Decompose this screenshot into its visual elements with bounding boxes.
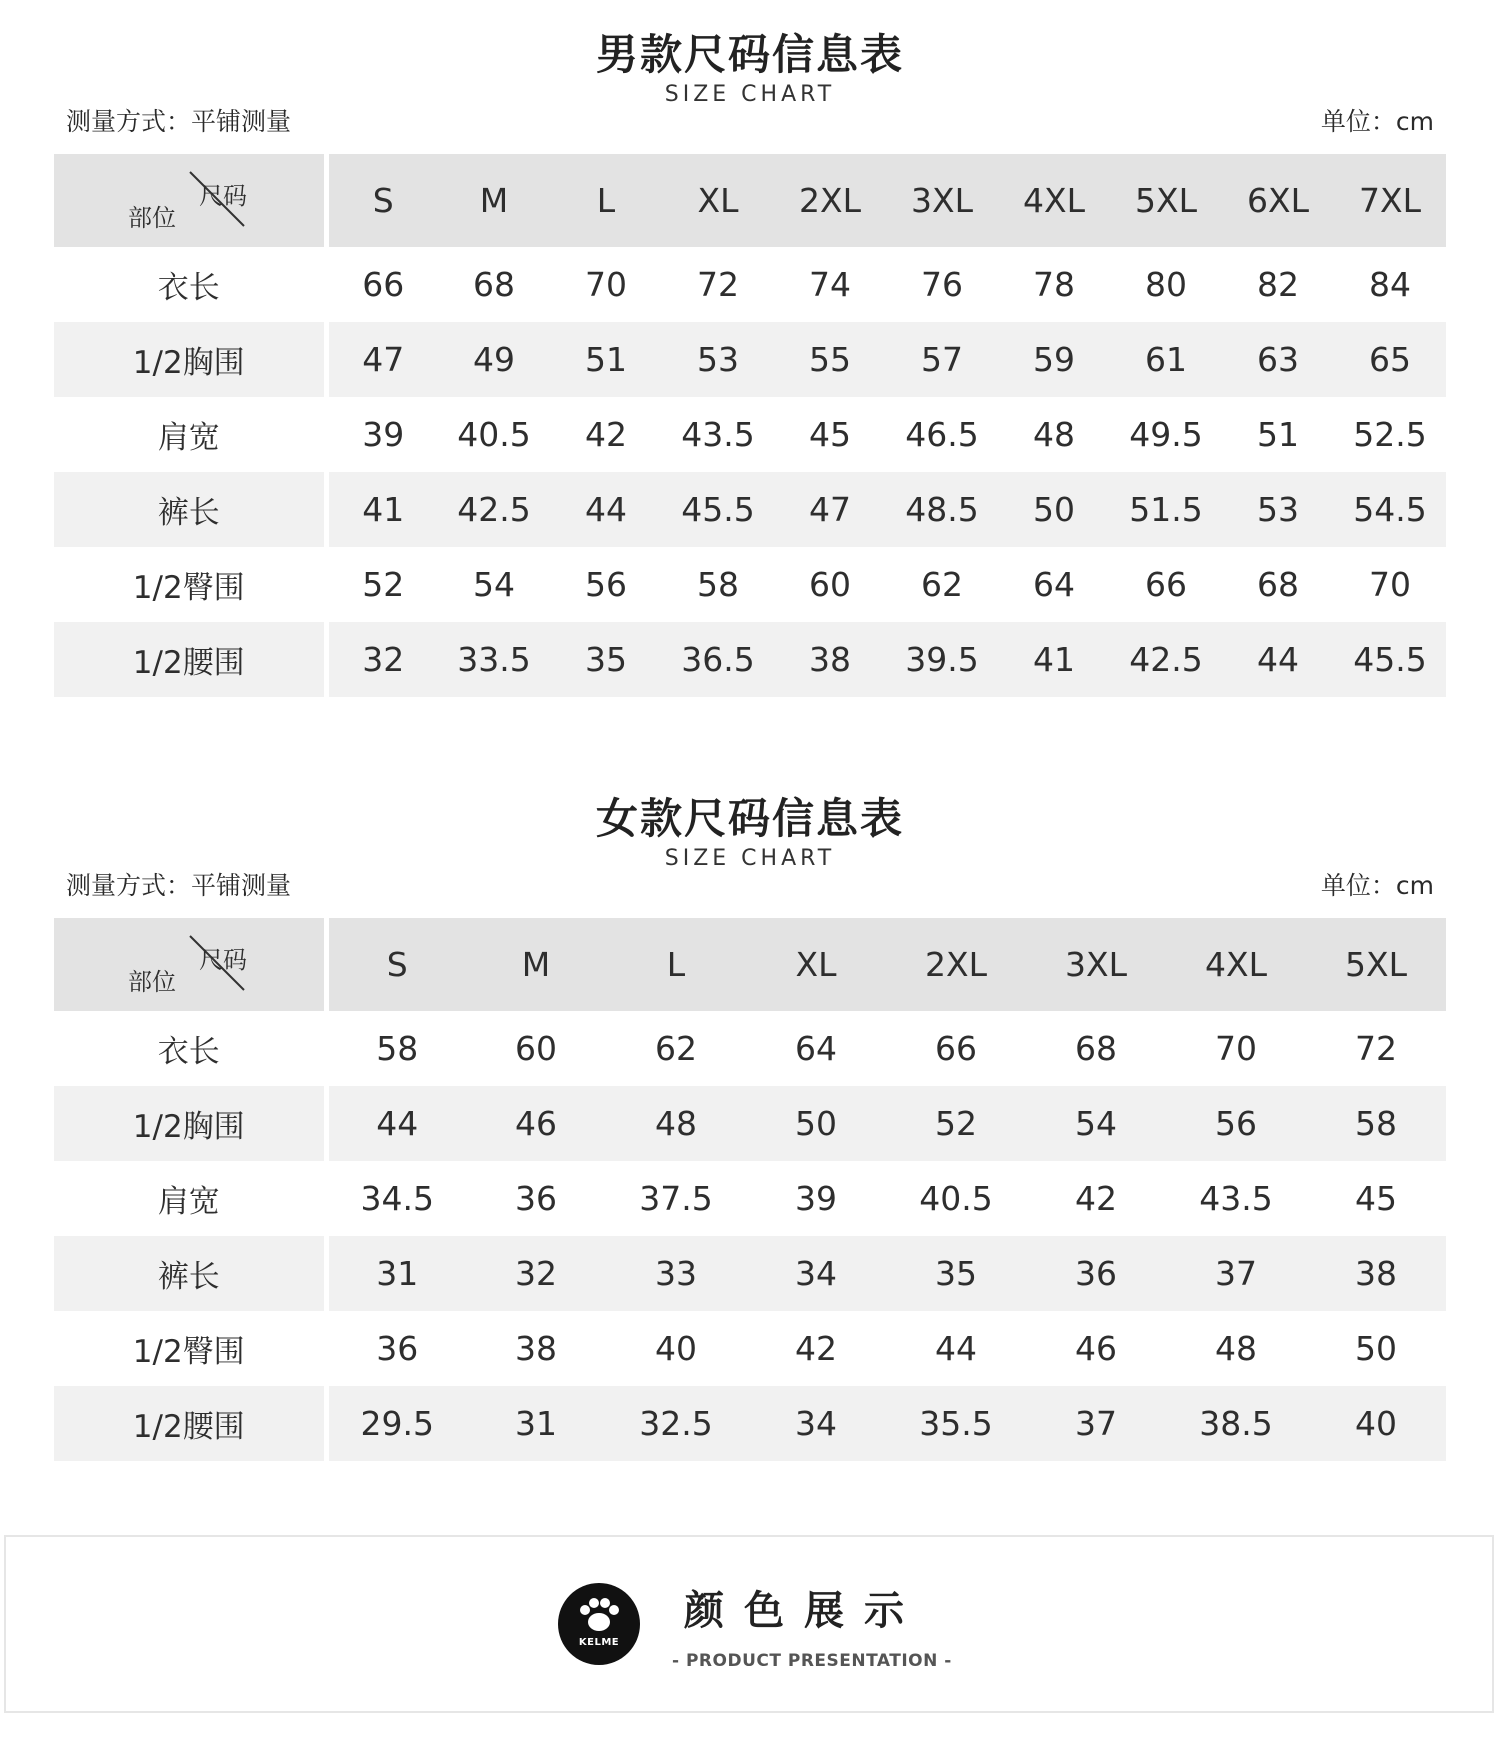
table-cell: 39.5 — [886, 622, 998, 697]
table-cell: 48.5 — [886, 472, 998, 547]
table-cell: 47 — [326, 322, 438, 397]
table-cell: 58 — [1306, 1086, 1446, 1161]
table-cell: 36 — [1026, 1236, 1166, 1311]
table-cell: 41 — [326, 472, 438, 547]
size-header: 5XL — [1110, 154, 1222, 247]
table-cell: 44 — [886, 1311, 1026, 1386]
table-cell: 80 — [1110, 247, 1222, 322]
row-label: 裤长 — [54, 1236, 326, 1311]
table-cell: 52 — [886, 1086, 1026, 1161]
size-header: 4XL — [1166, 918, 1306, 1011]
table-cell: 50 — [998, 472, 1110, 547]
table-cell: 82 — [1222, 247, 1334, 322]
table-cell: 59 — [998, 322, 1110, 397]
table-cell: 55 — [774, 322, 886, 397]
table-cell: 45.5 — [662, 472, 774, 547]
table-cell: 51.5 — [1110, 472, 1222, 547]
table-cell: 42 — [550, 397, 662, 472]
table-cell: 42 — [1026, 1161, 1166, 1236]
table-cell: 54 — [1026, 1086, 1166, 1161]
table-cell: 37.5 — [606, 1161, 746, 1236]
table-cell: 33.5 — [438, 622, 550, 697]
table-cell: 38 — [1306, 1236, 1446, 1311]
table-cell: 48 — [1166, 1311, 1306, 1386]
table-cell: 38 — [774, 622, 886, 697]
men-size-table — [54, 154, 1449, 697]
row-label: 衣长 — [54, 247, 326, 322]
table-cell: 52 — [326, 547, 438, 622]
size-header: S — [326, 154, 438, 247]
row-label: 衣长 — [54, 1011, 326, 1086]
table-cell: 48 — [606, 1086, 746, 1161]
table-cell: 76 — [886, 247, 998, 322]
table-cell: 70 — [1166, 1011, 1306, 1086]
table-cell: 72 — [1306, 1011, 1446, 1086]
women-chart-title: 女款尺码信息表 — [595, 794, 904, 843]
table-cell: 45 — [774, 397, 886, 472]
table-cell: 60 — [774, 547, 886, 622]
table-row — [54, 472, 1446, 547]
table-cell: 33 — [606, 1236, 746, 1311]
row-label: 1/2胸围 — [54, 322, 326, 397]
table-cell: 45.5 — [1334, 622, 1446, 697]
size-header: L — [550, 154, 662, 247]
table-cell: 40.5 — [886, 1161, 1026, 1236]
men-measure-method: 测量方式：平铺测量 — [66, 107, 292, 136]
table-cell: 35.5 — [886, 1386, 1026, 1461]
table-cell: 34 — [746, 1386, 886, 1461]
table-cell: 60 — [466, 1011, 606, 1086]
table-row — [54, 622, 1446, 697]
row-label: 1/2臀围 — [54, 547, 326, 622]
size-header: 5XL — [1306, 918, 1446, 1011]
table-cell: 62 — [886, 547, 998, 622]
size-header: XL — [746, 918, 886, 1011]
table-cell: 56 — [1166, 1086, 1306, 1161]
men-unit: 单位：cm — [1320, 107, 1434, 136]
size-header: M — [438, 154, 550, 247]
row-label: 肩宽 — [54, 1161, 326, 1236]
women-measure-method: 测量方式：平铺测量 — [66, 871, 292, 900]
size-header: 6XL — [1222, 154, 1334, 247]
table-row — [54, 1011, 1446, 1086]
row-label: 1/2胸围 — [54, 1086, 326, 1161]
table-row — [54, 247, 1446, 322]
table-cell: 38.5 — [1166, 1386, 1306, 1461]
table-cell: 40 — [1306, 1386, 1446, 1461]
table-cell: 56 — [550, 547, 662, 622]
kelme-logo — [558, 1583, 640, 1665]
table-row — [54, 322, 1446, 397]
men-chart-title: 男款尺码信息表 — [595, 30, 904, 79]
paw-print-icon — [558, 1583, 640, 1665]
table-cell: 51 — [1222, 397, 1334, 472]
table-cell: 46 — [466, 1086, 606, 1161]
corner-size-label: 尺码 — [199, 182, 247, 210]
table-cell: 54.5 — [1334, 472, 1446, 547]
table-cell: 47 — [774, 472, 886, 547]
row-label: 裤长 — [54, 472, 326, 547]
table-row — [54, 1161, 1446, 1236]
table-cell: 40.5 — [438, 397, 550, 472]
corner-part-label: 部位 — [128, 204, 176, 232]
table-cell: 43.5 — [662, 397, 774, 472]
size-header: XL — [662, 154, 774, 247]
table-cell: 84 — [1334, 247, 1446, 322]
table-cell: 39 — [746, 1161, 886, 1236]
table-cell: 53 — [662, 322, 774, 397]
table-cell: 46.5 — [886, 397, 998, 472]
table-cell: 44 — [1222, 622, 1334, 697]
corner-size-label: 尺码 — [199, 946, 247, 974]
women-unit: 单位：cm — [1320, 871, 1434, 900]
table-cell: 68 — [438, 247, 550, 322]
table-cell: 32 — [466, 1236, 606, 1311]
corner-header — [54, 918, 326, 1011]
table-cell: 35 — [886, 1236, 1026, 1311]
size-header: 3XL — [1026, 918, 1166, 1011]
table-cell: 48 — [998, 397, 1110, 472]
table-cell: 63 — [1222, 322, 1334, 397]
table-cell: 42.5 — [438, 472, 550, 547]
row-label: 1/2腰围 — [54, 622, 326, 697]
table-cell: 44 — [550, 472, 662, 547]
table-row — [54, 397, 1446, 472]
table-cell: 70 — [550, 247, 662, 322]
table-cell: 61 — [1110, 322, 1222, 397]
table-cell: 49 — [438, 322, 550, 397]
table-cell: 31 — [326, 1236, 466, 1311]
table-cell: 34 — [746, 1236, 886, 1311]
table-cell: 42 — [746, 1311, 886, 1386]
size-header: 2XL — [774, 154, 886, 247]
table-cell: 32.5 — [606, 1386, 746, 1461]
table-cell: 49.5 — [1110, 397, 1222, 472]
table-cell: 78 — [998, 247, 1110, 322]
table-cell: 42.5 — [1110, 622, 1222, 697]
table-cell: 40 — [606, 1311, 746, 1386]
table-cell: 70 — [1334, 547, 1446, 622]
table-cell: 58 — [326, 1011, 466, 1086]
women-chart-subtitle: SIZE CHART — [664, 846, 836, 871]
row-label: 1/2臀围 — [54, 1311, 326, 1386]
table-cell: 52.5 — [1334, 397, 1446, 472]
table-cell: 39 — [326, 397, 438, 472]
size-header: 3XL — [886, 154, 998, 247]
table-cell: 53 — [1222, 472, 1334, 547]
table-cell: 66 — [1110, 547, 1222, 622]
logo-brand-text: KELME — [578, 1637, 620, 1648]
table-cell: 50 — [1306, 1311, 1446, 1386]
table-row — [54, 1086, 1446, 1161]
table-cell: 41 — [998, 622, 1110, 697]
table-cell: 65 — [1334, 322, 1446, 397]
table-cell: 43.5 — [1166, 1161, 1306, 1236]
table-cell: 64 — [746, 1011, 886, 1086]
table-cell: 46 — [1026, 1311, 1166, 1386]
table-cell: 38 — [466, 1311, 606, 1386]
women-size-table — [54, 918, 1449, 1461]
table-cell: 66 — [886, 1011, 1026, 1086]
table-cell: 36 — [326, 1311, 466, 1386]
table-cell: 64 — [998, 547, 1110, 622]
table-cell: 29.5 — [326, 1386, 466, 1461]
table-cell: 68 — [1026, 1011, 1166, 1086]
table-row — [54, 547, 1446, 622]
table-cell: 51 — [550, 322, 662, 397]
size-header: 4XL — [998, 154, 1110, 247]
footer-title: 颜色展示 — [684, 1588, 924, 1634]
table-cell: 32 — [326, 622, 438, 697]
table-cell: 58 — [662, 547, 774, 622]
table-cell: 50 — [746, 1086, 886, 1161]
table-cell: 62 — [606, 1011, 746, 1086]
table-row — [54, 1311, 1446, 1386]
table-cell: 57 — [886, 322, 998, 397]
table-cell: 66 — [326, 247, 438, 322]
table-cell: 37 — [1166, 1236, 1306, 1311]
table-cell: 45 — [1306, 1161, 1446, 1236]
table-row — [54, 1386, 1446, 1461]
table-cell: 36.5 — [662, 622, 774, 697]
table-cell: 31 — [466, 1386, 606, 1461]
corner-part-label: 部位 — [128, 968, 176, 996]
table-cell: 35 — [550, 622, 662, 697]
table-cell: 54 — [438, 547, 550, 622]
size-header: S — [326, 918, 466, 1011]
size-header: 7XL — [1334, 154, 1446, 247]
table-cell: 68 — [1222, 547, 1334, 622]
table-cell: 36 — [466, 1161, 606, 1236]
size-header: L — [606, 918, 746, 1011]
table-cell: 44 — [326, 1086, 466, 1161]
table-cell: 74 — [774, 247, 886, 322]
size-header: 2XL — [886, 918, 1026, 1011]
row-label: 1/2腰围 — [54, 1386, 326, 1461]
corner-header — [54, 154, 326, 247]
row-label: 肩宽 — [54, 397, 326, 472]
table-row — [54, 1236, 1446, 1311]
footer-subtitle: - PRODUCT PRESENTATION - — [672, 1651, 952, 1671]
product-presentation-banner — [4, 1535, 1494, 1713]
men-chart-subtitle: SIZE CHART — [664, 82, 836, 107]
size-header: M — [466, 918, 606, 1011]
table-cell: 37 — [1026, 1386, 1166, 1461]
table-cell: 72 — [662, 247, 774, 322]
table-cell: 34.5 — [326, 1161, 466, 1236]
